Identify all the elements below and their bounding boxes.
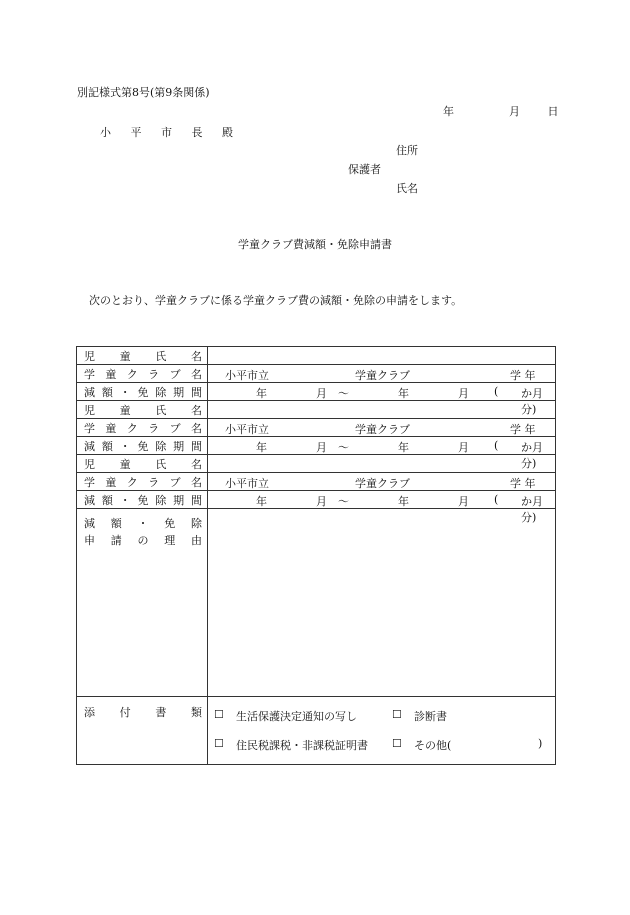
- checkbox-diagnosis[interactable]: ☐: [392, 707, 402, 721]
- child-name-row: [77, 347, 556, 365]
- intro-text: 次のとおり、学童クラブに係る学童クラブ費の減額・免除の申請をします。: [89, 294, 463, 307]
- reason-label: 減 額 ・ 免 除 申 請 の 理 由: [77, 509, 208, 697]
- other-close: ): [538, 736, 543, 750]
- child-name-field[interactable]: [208, 455, 556, 473]
- guardian-label: 保護者: [348, 163, 381, 176]
- period-label: 減 額 ・ 免 除 期 間: [84, 439, 202, 453]
- club-name-field[interactable]: 小平市立 学童クラブ 学 年: [208, 473, 556, 491]
- club-name-row: [77, 419, 556, 437]
- reason-field[interactable]: [208, 509, 556, 697]
- period-row: [77, 491, 556, 509]
- diagnosis-label: 診断書: [414, 709, 447, 723]
- child-name-row: [77, 401, 556, 419]
- tax-label: 住民税課税・非課税証明書: [236, 738, 368, 752]
- club-name-label: 学 童 ク ラ ブ 名: [84, 475, 202, 489]
- date-day: 日: [547, 105, 559, 118]
- date-line: [443, 103, 559, 119]
- date-year: 年: [443, 105, 454, 118]
- attachments-field: [208, 697, 556, 765]
- club-name-field[interactable]: 小平市立 学童クラブ 学 年: [208, 419, 556, 437]
- child-name-label: 児 童 氏 名: [84, 403, 202, 417]
- period-field[interactable]: 年 月 〜 年 月 ( か月分): [208, 491, 556, 509]
- reason-row: [77, 509, 556, 697]
- period-row: [77, 383, 556, 401]
- period-label: 減 額 ・ 免 除 期 間: [84, 493, 202, 507]
- period-label: 減 額 ・ 免 除 期 間: [84, 385, 202, 399]
- attachments-label: 添 付 書 類: [84, 706, 202, 719]
- child-name-row: [77, 455, 556, 473]
- club-name-row: [77, 365, 556, 383]
- club-name-label: 学 童 ク ラ ブ 名: [84, 421, 202, 435]
- club-name-field[interactable]: 小平市立 学童クラブ 学 年: [208, 365, 556, 383]
- document-title: 学童クラブ費減額・免除申請書: [238, 238, 392, 251]
- child-name-label: 児 童 氏 名: [84, 349, 202, 363]
- other-label: その他(: [414, 738, 452, 752]
- period-row: [77, 437, 556, 455]
- address-label: 住所: [396, 144, 418, 157]
- club-name-label: 学 童 ク ラ ブ 名: [84, 367, 202, 381]
- period-field[interactable]: 年 月 〜 年 月 ( か月分): [208, 383, 556, 401]
- application-table: [76, 346, 556, 765]
- date-month: 月: [509, 105, 520, 118]
- period-field[interactable]: 年 月 〜 年 月 ( か月分): [208, 437, 556, 455]
- form-number: 別記様式第8号(第9条関係): [77, 86, 210, 99]
- club-name-row: [77, 473, 556, 491]
- checkbox-tax[interactable]: ☐: [214, 736, 224, 750]
- child-name-field[interactable]: [208, 347, 556, 365]
- checkbox-welfare[interactable]: ☐: [214, 707, 224, 721]
- checkbox-other[interactable]: ☐: [392, 736, 402, 750]
- child-name-field[interactable]: [208, 401, 556, 419]
- attachments-row: [77, 697, 556, 765]
- recipient: 小 平 市 長 殿: [100, 126, 241, 139]
- child-name-label: 児 童 氏 名: [84, 457, 202, 471]
- name-label: 氏名: [396, 182, 418, 195]
- welfare-label: 生活保護決定通知の写し: [236, 709, 357, 723]
